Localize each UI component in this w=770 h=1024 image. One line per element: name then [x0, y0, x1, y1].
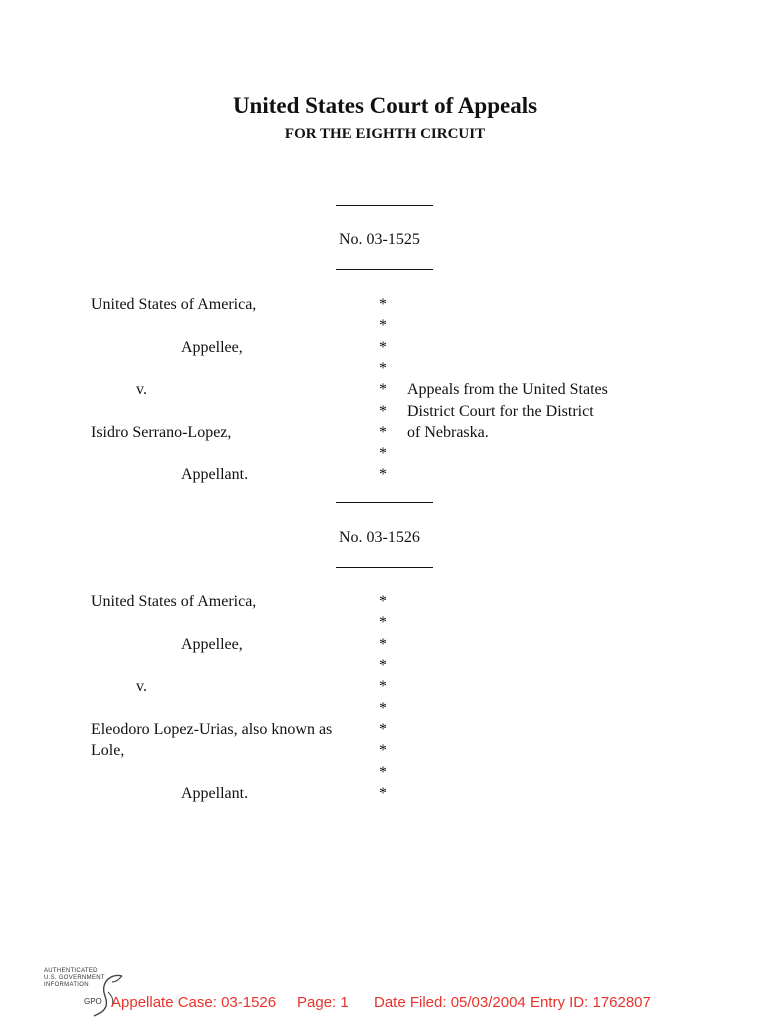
- divider-rule: [336, 502, 433, 503]
- case2-party-appellant-cont: Lole,: [91, 742, 125, 759]
- gpo-logo-line: U.S. GOVERNMENT: [44, 975, 105, 981]
- circuit-subtitle: FOR THE EIGHTH CIRCUIT: [284, 126, 486, 142]
- case2-party-appellee: United States of America,: [91, 593, 257, 610]
- caption-star: *: [379, 614, 387, 631]
- caption-star: *: [379, 445, 387, 462]
- case1-versus: v.: [136, 381, 147, 398]
- caption-star: *: [379, 700, 387, 717]
- gpo-logo-line: INFORMATION: [44, 982, 89, 988]
- caption-star: *: [379, 785, 387, 802]
- footer-page-number: Page: 1: [297, 994, 349, 1011]
- case1-party-appellee: United States of America,: [91, 296, 257, 313]
- caption-star: *: [379, 339, 387, 356]
- case1-role-appellant: Appellant.: [181, 466, 249, 483]
- case2-role-appellee: Appellee,: [181, 636, 243, 653]
- gpo-logo-mark: GPO: [84, 997, 102, 1006]
- divider-rule: [336, 567, 433, 568]
- caption-star: *: [379, 381, 387, 398]
- footer-date-filed: Date Filed: 05/03/2004 Entry ID: 1762807: [374, 994, 651, 1011]
- docket-number-1: No. 03-1525: [339, 231, 420, 248]
- caption-star: *: [379, 593, 387, 610]
- case2-versus: v.: [136, 678, 147, 695]
- origin-court-line: Appeals from the United States: [407, 381, 608, 398]
- case2-role-appellant: Appellant.: [181, 785, 249, 802]
- case2-party-appellant: Eleodoro Lopez-Urias, also known as: [91, 721, 333, 738]
- caption-star: *: [379, 678, 387, 695]
- caption-star: *: [379, 742, 387, 759]
- footer-case-number: Appellate Case: 03-1526: [111, 994, 277, 1011]
- divider-rule: [336, 205, 433, 206]
- caption-star: *: [379, 403, 387, 420]
- caption-star: *: [379, 636, 387, 653]
- caption-star: *: [379, 466, 387, 483]
- caption-star: *: [379, 317, 387, 334]
- caption-star: *: [379, 721, 387, 738]
- caption-star: *: [379, 657, 387, 674]
- gpo-logo-line: AUTHENTICATED: [44, 968, 98, 974]
- docket-number-2: No. 03-1526: [339, 529, 420, 546]
- court-title: United States Court of Appeals: [232, 93, 538, 118]
- caption-star: *: [379, 296, 387, 313]
- case1-party-appellant: Isidro Serrano-Lopez,: [91, 424, 232, 441]
- origin-court-line: District Court for the District: [407, 403, 594, 420]
- caption-star: *: [379, 764, 387, 781]
- origin-court-line: of Nebraska.: [407, 424, 489, 441]
- divider-rule: [336, 269, 433, 270]
- case1-role-appellee: Appellee,: [181, 339, 243, 356]
- caption-star: *: [379, 360, 387, 377]
- caption-star: *: [379, 424, 387, 441]
